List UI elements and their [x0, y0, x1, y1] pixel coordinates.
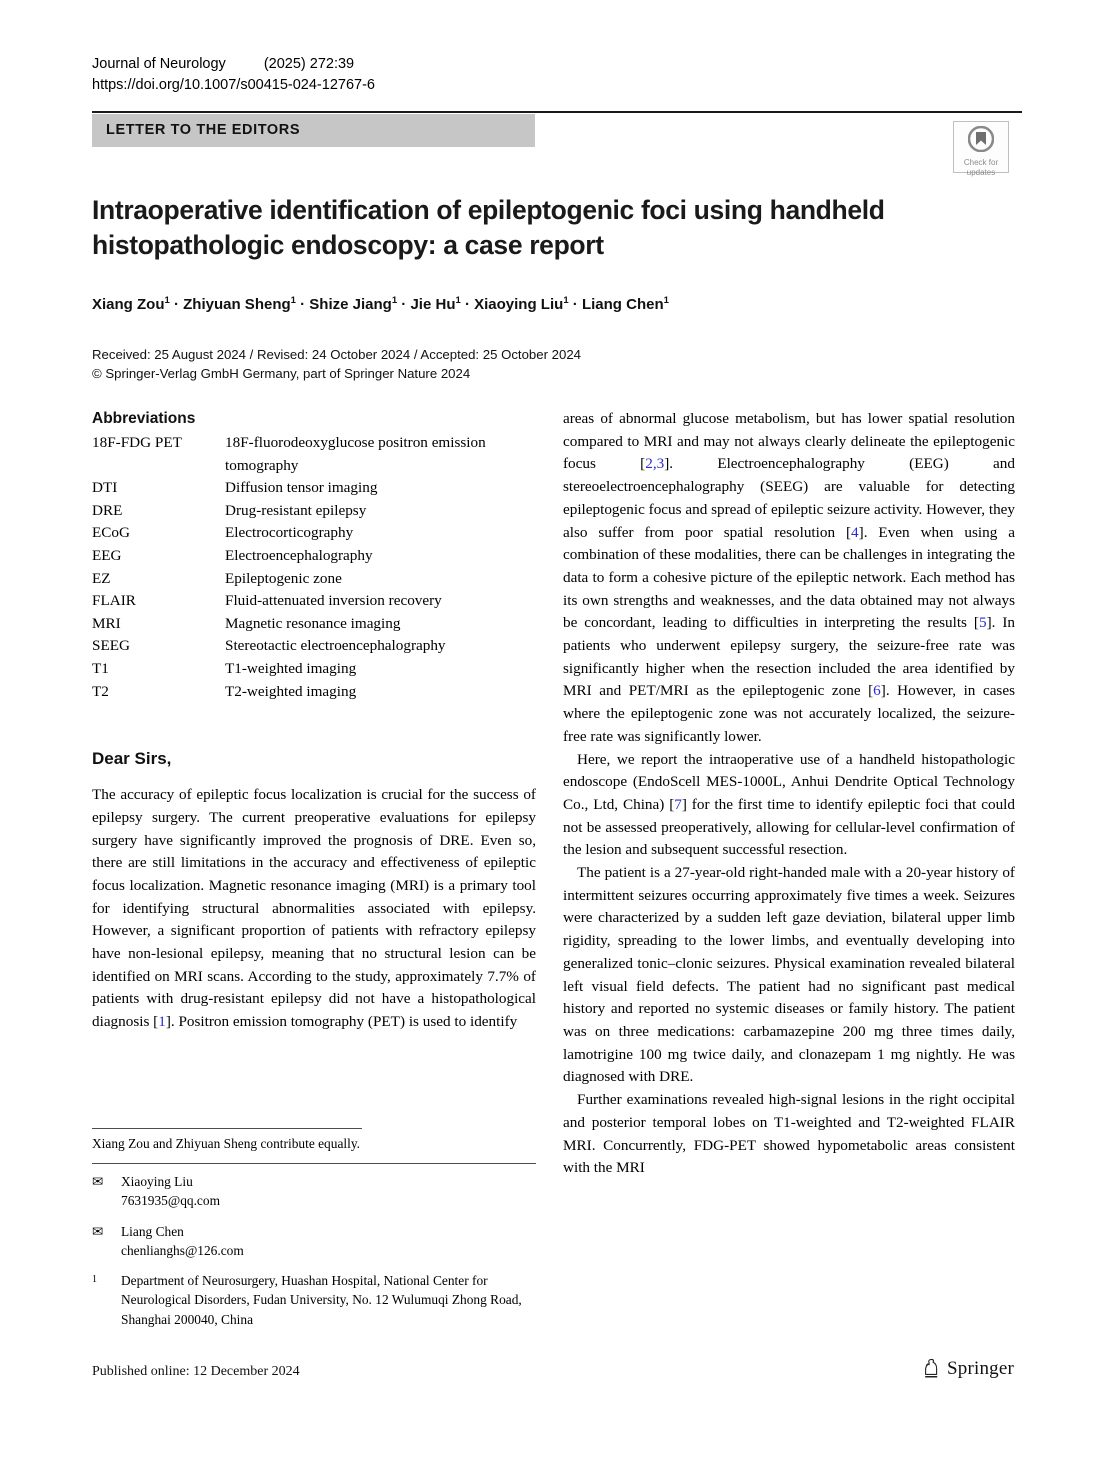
paragraph-text: Here, we report the intraoperative use of a handheld histopathologic endoscope (EndoScell MES-1000L, Anhui Dendrite Optical Technology Co., Ltd, China) [	[563, 750, 1015, 813]
paragraph-text: areas of abnormal glucose metabolism, but has lower spatial resolution compared to MRI and may not always clearly delineate the epileptogenic focus [	[563, 410, 1015, 473]
author-name: Jie Hu	[410, 296, 456, 313]
paragraph-patient: The patient is a 27-year-old right-handed male with a 20-year history of intermittent seizures occurring approximately five times a week. Seizures were characterized by a sudden left gaze deviation, bilateral upper limb rigidity, spreading to the lower limbs, and eventually developing into generalized tonic–clonic seizures. Physical examination revealed bilateral left visual field defects. The patient had no significant past medical history and reported no systemic diseases or family history. The patient was on three medications: carbamazepine 200 mg three times daily, lamotrigine 100 mg twice daily, and clonazepam 1 mg nightly. He was diagnosed with DRE.	[563, 864, 1015, 1086]
check-for-updates-line1: Check for	[963, 158, 999, 167]
paragraph-background	[563, 408, 1015, 749]
page-title: Intraoperative identification of epileptogenic foci using handheld histopathologic endoscopy: a case report	[92, 195, 885, 260]
abbreviation-definition: T1-weighted imaging	[225, 659, 357, 677]
abbreviation-term: DRE	[92, 501, 123, 519]
abbreviations-heading: Abbreviations	[92, 410, 196, 427]
corresponding-author	[92, 1172, 536, 1211]
abbreviation-definition: Drug-resistant epilepsy	[225, 501, 367, 519]
paragraph-text: ]. Positron emission tomography (PET) is used to identify	[165, 1013, 518, 1031]
table-row	[92, 545, 536, 568]
abbreviation-definition: Diffusion tensor imaging	[225, 479, 378, 497]
doi-link[interactable]: https://doi.org/10.1007/s00415-024-12767-6	[92, 77, 375, 93]
journal-citation: (2025) 272:39	[263, 56, 355, 72]
table-row	[92, 635, 536, 658]
article-history	[92, 346, 992, 383]
abbreviation-definition: Stereotactic electroencephalography	[225, 637, 446, 655]
abbreviation-term: EZ	[92, 569, 111, 587]
citation-ref-5[interactable]: 5	[978, 614, 987, 632]
abbreviations-table	[92, 432, 536, 703]
abbreviation-definition: T2-weighted imaging	[225, 682, 357, 700]
abbreviation-term: MRI	[92, 614, 121, 632]
author-name: Xiaoying Liu	[474, 296, 564, 313]
equal-contribution-note: Xiang Zou and Zhiyuan Sheng contribute equally.	[92, 1136, 360, 1151]
paragraph-intro	[92, 784, 536, 1034]
abbreviation-term: FLAIR	[92, 592, 136, 610]
envelope-icon: ✉	[92, 1174, 104, 1189]
abbreviation-definition: Electroencephalography	[225, 546, 373, 564]
author-affiliation-mark: 1	[164, 295, 170, 306]
affiliation-entry	[92, 1271, 536, 1329]
author-affiliation-mark: 1	[290, 295, 296, 306]
correspondence-block	[92, 1172, 536, 1340]
author-affiliation-mark: 1	[663, 295, 669, 306]
abbreviation-definition: Fluid-attenuated inversion recovery	[225, 592, 442, 610]
abbreviation-term: ECoG	[92, 524, 130, 542]
author-affiliation-mark: 1	[563, 295, 569, 306]
citation-ref-6[interactable]: 6	[873, 682, 881, 700]
crossmark-icon	[968, 126, 994, 152]
table-row	[92, 500, 536, 523]
table-row	[92, 432, 536, 477]
paragraph-text: ]. Even when using a combination of these modalities, there can be challenges in integrating the data to form a cohesive picture of the epileptic network. Each method has its own strengths and weaknesses, and the data obtained may not always be concordant, leading to difficulties in interpreting the results [	[563, 523, 1015, 632]
author-name: Xiang Zou	[92, 296, 165, 313]
copyright-line: © Springer-Verlag GmbH Germany, part of Springer Nature 2024	[92, 365, 471, 381]
paragraph-text: ]. However, in cases where the epileptogenic zone was not accurately localized, the seizure-free rate was significantly lower.	[563, 682, 1015, 745]
check-for-updates-badge[interactable]	[953, 121, 1009, 177]
table-row	[92, 658, 536, 681]
corresponding-author-email[interactable]: chenlianghs@126.com	[121, 1242, 244, 1258]
published-online: Published online: 12 December 2024	[92, 1364, 300, 1379]
table-row	[92, 568, 536, 591]
abbreviation-term: DTI	[92, 479, 118, 497]
citation-ref-2-3[interactable]: 2,3	[645, 455, 665, 473]
author-name: Liang Chen	[581, 296, 664, 313]
salutation: Dear Sirs,	[92, 749, 172, 769]
paragraph-report	[563, 749, 1015, 863]
author-name: Zhiyuan Sheng	[183, 296, 291, 313]
footnote-divider-bottom	[92, 1163, 536, 1164]
abbreviation-definition: 18F-fluorodeoxyglucose positron emission tomography	[225, 434, 486, 474]
masthead	[92, 54, 1022, 96]
table-row	[92, 613, 536, 636]
publisher-name: Springer	[947, 1358, 1015, 1379]
author-name: Shize Jiang	[309, 296, 392, 313]
corresponding-author-name: Xiaoying Liu	[121, 1174, 193, 1189]
citation-ref-7[interactable]: 7	[674, 795, 682, 813]
corresponding-author-name: Liang Chen	[121, 1223, 184, 1239]
author-list: Xiang Zou$^1$ · Zhiyuan Sheng$^1$ · Shize Jiang$^1$ · Jie $Hu^1$ · Xiaoying Liu$^1$ · Liang Chen$^1$	[92, 295, 669, 313]
citation-ref-4[interactable]: 4	[851, 523, 859, 541]
abbreviation-term: 18F-FDG PET	[92, 434, 182, 451]
corresponding-author-email[interactable]: 7631935@qq.com	[121, 1193, 220, 1209]
affiliation-text: Department of Neurosurgery, Huashan Hospital, National Center for Neurological Disorders, Fudan University, No. 12 Wulumuqi Zhong Road, Shanghai 200040, China	[121, 1273, 522, 1327]
envelope-icon: ✉	[92, 1223, 104, 1239]
check-for-updates-line2: updates	[966, 168, 996, 177]
paragraph-text: ]. Electroencephalography (EEG) and stereoelectroencephalography (SEEG) are valuable for detecting epileptogenic focus and spread of epileptic seizure activity. However, they also suffer from poor spatial resolution [	[563, 455, 1015, 541]
abbreviation-term: EEG	[92, 546, 122, 564]
journal-name: Journal of Neurology	[92, 56, 226, 72]
paragraph-text: ] for the first time to identify epileptic foci that could not be assessed preoperatively, allowing for cellular-level confirmation of the lesion and subsequent successful resection.	[563, 795, 1015, 859]
paragraph-text: ]. In patients who underwent epilepsy surgery, the seizure-free rate was significantly higher when the resection included the area identified by MRI and PET/MRI as the epileptogenic zone [	[563, 614, 1016, 700]
abbreviation-term: T1	[92, 659, 109, 677]
article-type-label: LETTER TO THE EDITORS	[106, 122, 301, 138]
author-affiliation-mark: 1	[391, 295, 398, 306]
article-type-band	[92, 114, 535, 147]
abbreviation-definition: Magnetic resonance imaging	[225, 614, 401, 632]
table-row	[92, 681, 536, 704]
abbreviation-term: SEEG	[92, 637, 130, 655]
abbreviation-term: T2	[92, 682, 109, 700]
footnote-divider-top	[92, 1128, 362, 1129]
paragraph-examinations: Further examinations revealed high-signal lesions in the right occipital and posterior temporal lobes on T1-weighted and T2-weighted FLAIR MRI. Concurrently, FDG-PET showed hypometabolic areas consistent with the MRI	[563, 1091, 1015, 1177]
table-row	[92, 590, 536, 613]
column-left	[92, 408, 536, 1034]
paragraph-text: The accuracy of epileptic focus localization is crucial for the success of epilepsy surgery. The current preoperative evaluations for epilepsy surgery have significantly improved the prognosis of DRE. Even so, there are still limitations in the accuracy and effectiveness of epileptic focus localization. Magnetic resonance imaging (MRI) is a primary tool for identifying structural abnormalities associated with epilepsy. However, a significant proportion of patients with refractory epilepsy have non-lesional epilepsy, meaning that no structural lesion can be identified on MRI scans. According to the study, approximately 7.7% of patients with drug-resistant epilepsy did not have a histopathological diagnosis [	[92, 786, 536, 1031]
received-revised-accepted: Received: 25 August 2024 / Revised: 24 October 2024 / Accepted: 25 October 2024	[92, 347, 581, 362]
affiliation-mark: 1	[92, 1274, 97, 1286]
citation-ref-1[interactable]: 1	[158, 1013, 166, 1031]
table-row	[92, 522, 536, 545]
table-row	[92, 477, 536, 500]
abbreviation-definition: Electrocorticography	[225, 524, 354, 542]
author-affiliation-mark: 1	[455, 295, 461, 306]
publisher-logo	[922, 1358, 1014, 1380]
springer-knight-icon	[922, 1358, 942, 1380]
abbreviation-definition: Epileptogenic zone	[225, 569, 342, 587]
corresponding-author	[92, 1222, 536, 1261]
column-right	[563, 408, 1015, 1180]
